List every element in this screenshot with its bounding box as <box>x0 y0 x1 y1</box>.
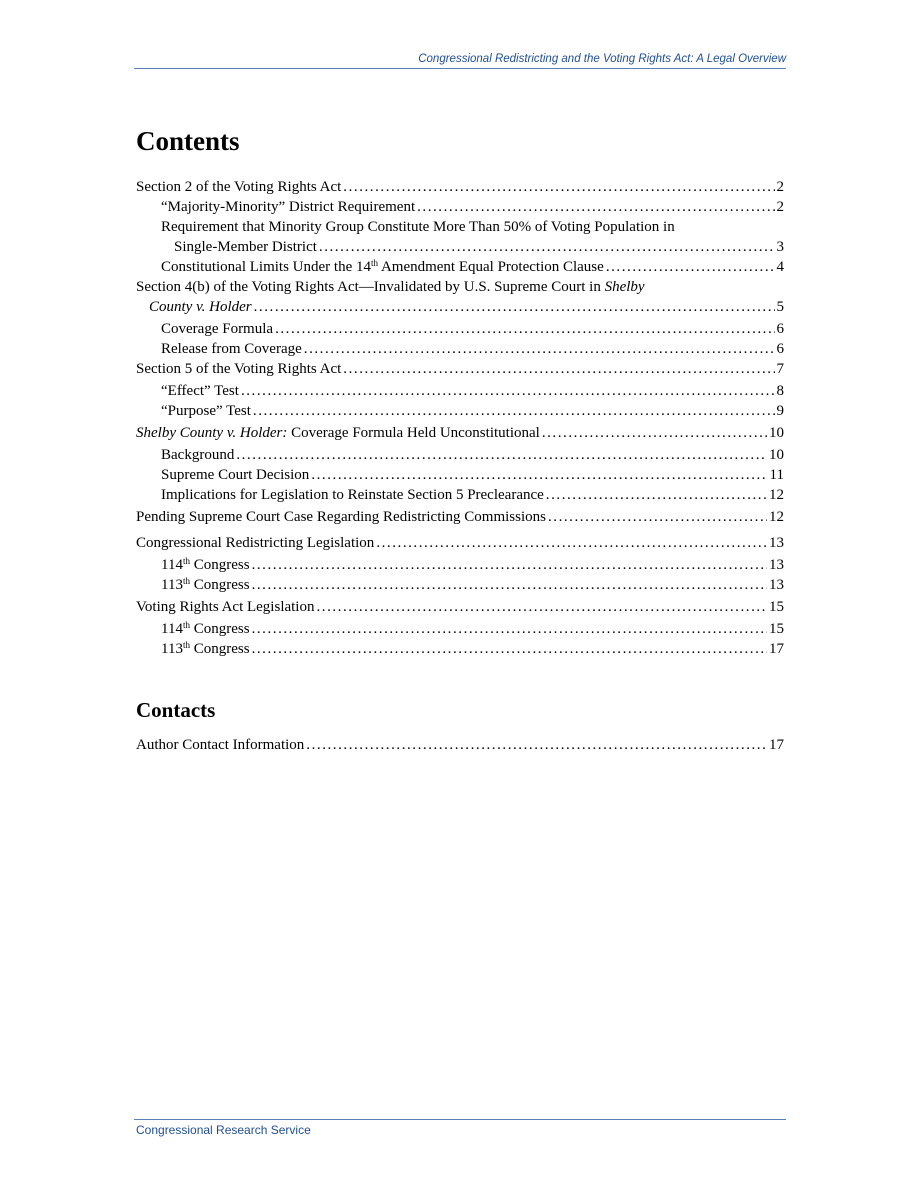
toc-entry-title: Release from Coverage <box>161 341 302 357</box>
toc-entry[interactable] <box>136 533 784 553</box>
toc-title-superscript: th <box>182 556 190 566</box>
toc-entry[interactable] <box>136 639 784 659</box>
toc-page-number: 9 <box>776 403 784 419</box>
toc-leader-dots <box>542 423 767 443</box>
toc-leader-dots <box>343 359 774 379</box>
toc-entry-title: “Effect” Test <box>161 383 239 399</box>
toc-title-superscript: th <box>182 620 190 630</box>
toc-entry-title: “Purpose” Test <box>161 403 251 419</box>
toc-page-number: 6 <box>776 321 784 337</box>
footer-rule <box>134 1119 786 1120</box>
toc-page-number: 13 <box>769 577 784 593</box>
toc-entry-title <box>161 555 250 575</box>
toc-leader-dots <box>316 597 767 617</box>
toc-leader-dots <box>275 319 774 339</box>
toc-leader-dots <box>376 533 767 553</box>
toc-title-part: Congress <box>189 577 250 593</box>
toc-page-number: 8 <box>776 383 784 399</box>
toc-entry[interactable] <box>136 257 784 277</box>
toc-entry[interactable] <box>136 507 784 527</box>
toc-leader-dots <box>304 339 775 359</box>
toc-title-part: Constitutional Limits Under the 14 <box>161 259 371 275</box>
toc-entry-wrapped-line[interactable]: Requirement that Minority Group Constitute More Than 50% of Voting Population in <box>161 219 675 235</box>
toc-entry[interactable] <box>136 297 784 317</box>
toc-page-number: 3 <box>776 239 784 255</box>
toc-title-italic: Shelby County v. Holder: <box>136 425 288 441</box>
toc-entry[interactable] <box>136 445 784 465</box>
toc-title-part: 114 <box>161 621 183 637</box>
toc-entry-title <box>149 297 252 317</box>
toc-title-italic: County v. Holder <box>149 299 252 315</box>
toc-entry-title <box>161 257 604 277</box>
toc-title-superscript: th <box>371 258 379 268</box>
toc-entry[interactable] <box>136 485 784 505</box>
toc-title-part: 114 <box>161 557 183 573</box>
toc-entry-title: Coverage Formula <box>161 321 274 337</box>
toc-title-part: Congress <box>189 557 250 573</box>
toc-page-number: 17 <box>769 641 784 657</box>
toc-entry[interactable] <box>136 597 784 617</box>
toc-leader-dots <box>252 575 767 595</box>
toc-entry-title <box>161 575 250 595</box>
toc-entry-title: Section 5 of the Voting Rights Act <box>136 361 342 377</box>
toc-leader-dots <box>311 465 767 485</box>
toc-leader-dots <box>241 381 775 401</box>
table-of-contents <box>136 177 784 659</box>
toc-entry-title: Author Contact Information <box>136 737 305 753</box>
toc-page-number: 7 <box>776 361 784 377</box>
toc-entry[interactable] <box>136 423 784 443</box>
toc-page-number: 10 <box>769 447 784 463</box>
toc-entry-title: Pending Supreme Court Case Regarding Redistricting Commissions <box>136 509 546 525</box>
toc-entry-title: Single-Member District <box>174 239 317 255</box>
toc-page-number: 13 <box>769 535 784 551</box>
toc-page-number: 5 <box>776 299 784 315</box>
toc-title-superscript: th <box>182 576 190 586</box>
toc-entry[interactable] <box>136 465 784 485</box>
toc-entry[interactable] <box>136 735 784 755</box>
toc-entry-title <box>161 639 250 659</box>
toc-page-number: 12 <box>769 509 784 525</box>
toc-entry-title <box>161 619 250 639</box>
toc-leader-dots <box>254 297 775 317</box>
toc-leader-dots <box>253 401 775 421</box>
toc-page-number: 13 <box>769 557 784 573</box>
toc-leader-dots <box>417 197 774 217</box>
toc-leader-dots <box>546 485 767 505</box>
toc-leader-dots <box>236 445 767 465</box>
toc-entry[interactable] <box>136 401 784 421</box>
toc-entry-title <box>136 423 540 443</box>
toc-entry-title: Section 2 of the Voting Rights Act <box>136 179 342 195</box>
toc-page-number: 4 <box>776 259 784 275</box>
contents-heading: Contents <box>136 126 240 156</box>
toc-entry[interactable] <box>136 381 784 401</box>
toc-entry-title: Supreme Court Decision <box>161 467 310 483</box>
toc-title-part: Congress <box>189 621 250 637</box>
toc-entry-title: Implications for Legislation to Reinstate Section 5 Preclearance <box>161 487 544 503</box>
toc-entry[interactable] <box>136 619 784 639</box>
toc-leader-dots <box>343 177 774 197</box>
toc-leader-dots <box>548 507 767 527</box>
toc-title-part: Congress <box>189 641 250 657</box>
toc-page-number: 11 <box>769 467 784 483</box>
header-rule <box>134 68 786 69</box>
toc-title-superscript: th <box>182 640 190 650</box>
toc-entry-title: “Majority-Minority” District Requirement <box>161 199 416 215</box>
toc-page-number: 15 <box>769 621 784 637</box>
toc-leader-dots <box>252 639 767 659</box>
toc-leader-dots <box>252 555 767 575</box>
toc-leader-dots <box>306 735 767 755</box>
running-footer: Congressional Research Service <box>136 1123 311 1137</box>
toc-title-part: 113 <box>161 641 183 657</box>
contacts-heading: Contacts <box>136 698 216 722</box>
toc-page-number: 17 <box>769 737 784 753</box>
toc-page-number: 6 <box>776 341 784 357</box>
toc-title-part: 113 <box>161 577 183 593</box>
toc-entry[interactable] <box>136 575 784 595</box>
contacts-list <box>136 735 784 755</box>
toc-page-number: 2 <box>776 179 784 195</box>
toc-entry[interactable] <box>136 359 784 379</box>
toc-entry[interactable] <box>136 177 784 197</box>
toc-title-italic: Shelby <box>604 279 645 295</box>
toc-entry[interactable] <box>136 237 784 257</box>
toc-entry-title: Voting Rights Act Legislation <box>136 599 315 615</box>
toc-entry-title: Congressional Redistricting Legislation <box>136 535 375 551</box>
toc-title-part: Amendment Equal Protection Clause <box>378 259 604 275</box>
toc-page-number: 15 <box>769 599 784 615</box>
toc-title-part: Section 4(b) of the Voting Rights Act—Invalidated by U.S. Supreme Court in <box>136 279 605 295</box>
toc-page-number: 2 <box>776 199 784 215</box>
toc-page-number: 10 <box>769 425 784 441</box>
toc-leader-dots <box>252 619 767 639</box>
toc-leader-dots <box>319 237 775 257</box>
running-header: Congressional Redistricting and the Voting Rights Act: A Legal Overview <box>418 53 786 65</box>
toc-entry[interactable] <box>136 555 784 575</box>
toc-leader-dots <box>606 257 775 277</box>
toc-entry[interactable] <box>136 339 784 359</box>
toc-entry-title: Background <box>161 447 235 463</box>
toc-page-number: 12 <box>769 487 784 503</box>
toc-entry[interactable] <box>136 319 784 339</box>
toc-entry-wrapped-line[interactable] <box>136 277 784 297</box>
toc-entry[interactable] <box>136 197 784 217</box>
toc-title-part: Coverage Formula Held Unconstitutional <box>287 425 540 441</box>
